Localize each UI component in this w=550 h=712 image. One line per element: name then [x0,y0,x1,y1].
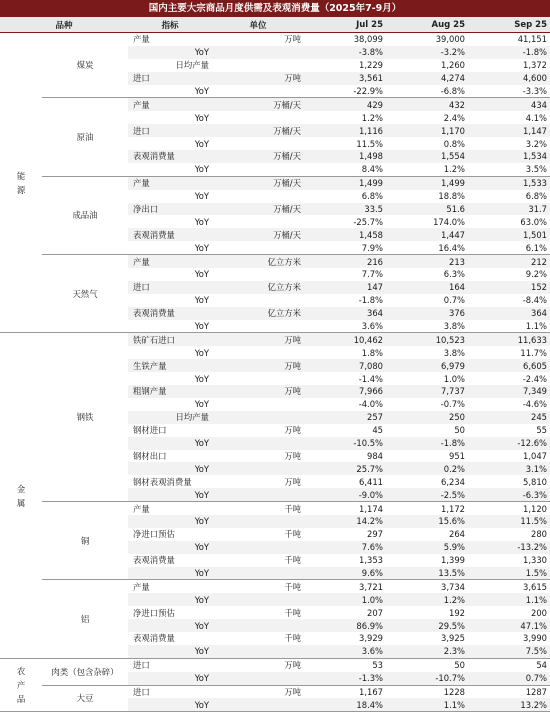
value-cell: 3,929 [359,633,384,644]
indicator-cell: 产量 [128,176,212,189]
indicator-cell: 粗钢产量 [128,385,212,398]
value-cell: 1,047 [523,450,548,461]
value-cell: 3.1% [468,462,550,475]
value-cell: 1.2% [386,593,468,606]
unit-cell [212,488,304,501]
unit-cell: 万吨 [284,425,302,436]
value-cell: -1.8% [468,46,550,59]
value-cell: 6,234 [441,476,466,487]
value-cell: -6.8% [386,85,468,98]
indicator-cell: YoY [128,619,212,632]
value-cell: 11.7% [520,347,548,358]
value-cell: 3.2% [525,138,548,149]
value-cell: 951 [449,450,466,461]
value-cell: 212 [468,255,550,268]
value-cell: 4.1% [525,112,548,123]
value-cell: 13.2% [468,698,550,711]
value-cell: 1.0% [304,593,386,606]
value-cell: 3.8% [386,320,468,333]
value-cell: 147 [304,281,386,294]
value-cell: 216 [304,255,386,268]
value-cell: -4.0% [358,399,384,410]
value-cell: 29.5% [386,619,468,632]
unit-cell: 万桶/天 [212,203,304,216]
value-cell: 7,737 [386,385,468,398]
unit-cell: 千吨 [284,529,302,540]
indicator-cell: 产量 [133,503,150,514]
value-cell: 213 [386,255,468,268]
value-cell: 1.5% [468,567,550,580]
indicator-cell: YoY [128,46,212,59]
unit-cell [212,372,304,385]
value-cell: 6.8% [525,191,548,202]
value-cell: 1,172 [441,503,466,514]
value-cell: 0.7% [443,295,466,306]
unit-cell: 千吨 [284,607,302,618]
value-cell: -2.5% [386,488,468,501]
value-cell: 86.9% [304,619,386,632]
indicator-cell: YoY [128,320,212,333]
value-cell: 3,561 [304,72,386,85]
table-row [0,580,550,593]
value-cell: -12.6% [468,437,550,450]
value-cell: 31.7 [468,203,550,216]
indicator-cell: YoY [128,672,212,685]
value-cell: 1,116 [304,124,386,137]
value-cell: 1,330 [523,555,548,566]
indicator-cell: YoY [128,163,212,176]
unit-cell [212,111,304,124]
indicator-cell: 表观消费量 [128,307,212,320]
value-cell: -1.4% [358,373,384,384]
unit-cell [212,320,304,333]
indicator-cell: 铁矿石进口 [128,333,212,346]
table-title: 国内主要大宗商品月度供需及表观消费量（2025年7-9月） [0,0,550,17]
unit-cell [212,59,304,72]
unit-cell: 万桶/天 [212,150,304,163]
value-cell: 1.1% [386,698,468,711]
value-cell: 1,170 [386,124,468,137]
value-cell: 434 [468,98,550,111]
value-cell: 1,499 [386,176,468,189]
value-cell: 14.2% [304,515,386,528]
indicator-cell: 钢材出口 [133,450,167,461]
value-cell: -3.2% [386,46,468,59]
indicator-cell: 表观消费量 [133,555,175,566]
value-cell: 1,229 [359,60,384,71]
value-cell: 7.5% [468,645,550,658]
value-cell: 1,499 [304,176,386,189]
indicator-cell: 产量 [128,98,212,111]
value-cell: 33.5 [304,203,386,216]
value-cell: 3.8% [443,347,466,358]
header-indicator: 指标 [128,17,212,33]
indicator-cell: 表观消费量 [128,150,212,163]
unit-cell: 万桶/天 [212,124,304,137]
indicator-cell: YoY [194,373,210,384]
unit-cell: 万吨 [284,450,302,461]
value-cell: 15.6% [386,515,468,528]
unit-cell [212,190,304,203]
indicator-cell: YoY [128,437,212,450]
value-cell: 18.8% [438,191,466,202]
value-cell: 6.1% [468,241,550,254]
category-label: 金属 [16,483,26,508]
indicator-cell: YoY [128,698,212,711]
value-cell: 5.9% [386,541,468,554]
indicator-cell: YoY [128,593,212,606]
value-cell: 1,399 [441,555,466,566]
value-cell: 207 [367,607,384,618]
indicator-cell: YoY [128,645,212,658]
value-cell: 11.5% [356,138,384,149]
value-cell: 192 [449,607,466,618]
unit-cell [212,462,304,475]
indicator-cell: YoY [194,399,210,410]
unit-cell: 万桶/天 [212,176,304,189]
unit-cell [212,411,304,424]
value-cell: 16.4% [386,241,468,254]
indicator-cell: YoY [128,462,212,475]
unit-cell: 亿立方米 [212,255,304,268]
value-cell: 245 [468,411,550,424]
value-cell: 1,554 [386,150,468,163]
value-cell: -25.7% [353,216,384,227]
value-cell: 2.4% [443,112,466,123]
value-cell: 53 [372,660,384,671]
indicator-cell: 净进口预估 [133,529,175,540]
value-cell: 4,274 [386,72,468,85]
value-cell: 7,080 [304,359,386,372]
value-cell: 1,147 [468,124,550,137]
header-unit: 单位 [212,17,304,33]
indicator-cell: YoY [128,85,212,98]
unit-cell: 万吨 [284,34,302,45]
value-cell: 1228 [443,686,466,697]
indicator-cell: 产量 [133,581,150,592]
value-cell: 7.6% [304,541,386,554]
indicator-cell: YoY [128,541,212,554]
table-row [0,333,550,346]
value-cell: -0.7% [440,399,466,410]
value-cell: 7.7% [361,269,384,280]
unit-cell [212,268,304,281]
value-cell: 1.2% [361,112,384,123]
value-cell: 1,533 [468,176,550,189]
table-row [0,502,550,515]
indicator-cell: YoY [194,112,210,123]
value-cell: -2.4% [522,373,548,384]
unit-cell: 万吨 [284,686,302,697]
header-aug25: Aug 25 [386,17,468,33]
indicator-cell: 表观消费量 [128,228,212,241]
value-cell: 1,534 [468,150,550,163]
indicator-cell: YoY [128,515,212,528]
value-cell: 3.6% [304,320,386,333]
unit-cell: 万吨 [284,476,302,487]
table-row [0,658,550,671]
value-cell: 364 [304,307,386,320]
category-cell [0,333,42,658]
indicator-cell: 进口 [128,281,212,294]
value-cell: 51.6 [386,203,468,216]
product-name: 铝 [42,580,128,658]
category-label: 农产品 [16,666,26,705]
value-cell: 1.0% [443,373,466,384]
table-row [0,176,550,189]
indicator-cell: 产量 [128,255,212,268]
value-cell: -10.5% [304,437,386,450]
value-cell: -8.4% [522,295,548,306]
value-cell: 1,167 [359,686,384,697]
value-cell: 7,349 [468,385,550,398]
header-jul25: Jul 25 [304,17,386,33]
category-cell [0,658,42,712]
unit-cell: 万吨 [212,72,304,85]
indicator-cell: YoY [194,269,210,280]
product-name: 原油 [42,98,128,176]
table-row [0,255,550,268]
value-cell: 11,633 [468,333,550,346]
value-cell: 9.2% [525,269,548,280]
indicator-cell: YoY [194,347,210,358]
indicator-cell: 净进口预估 [133,607,175,618]
value-cell: 4,600 [468,72,550,85]
value-cell: 1.1% [468,593,550,606]
value-cell: 0.7% [468,672,550,685]
unit-cell [212,241,304,254]
unit-cell: 千吨 [284,555,302,566]
value-cell: 7,966 [304,385,386,398]
value-cell: 174.0% [433,216,466,227]
product-name: 大豆 [42,685,128,712]
value-cell: -13.2% [468,541,550,554]
value-cell: 8.4% [304,163,386,176]
value-cell: -3.8% [304,46,386,59]
header-row [0,17,550,33]
value-cell: 11.5% [468,515,550,528]
indicator-cell: 表观消费量 [133,633,175,644]
value-cell: -1.8% [386,437,468,450]
indicator-cell: YoY [128,241,212,254]
value-cell: 376 [386,307,468,320]
value-cell: 41,151 [517,34,548,45]
indicator-cell: YoY [194,295,210,306]
value-cell: 6.8% [361,191,384,202]
indicator-cell: YoY [128,567,212,580]
value-cell: 1,501 [468,228,550,241]
product-name: 天然气 [42,255,128,333]
indicator-cell: 产量 [133,34,150,45]
value-cell: 3,721 [359,581,384,592]
value-cell: 50 [454,660,466,671]
value-cell: 6,411 [359,476,384,487]
indicator-cell: 进口 [133,686,150,697]
unit-cell [212,137,304,150]
header-category: 品种 [0,17,128,33]
value-cell: -4.6% [522,399,548,410]
indicator-cell: YoY [194,216,210,227]
value-cell: 39,000 [435,34,466,45]
value-cell: 6.3% [443,269,466,280]
value-cell: 5,810 [523,476,548,487]
value-cell: 1287 [525,686,548,697]
unit-cell [212,85,304,98]
value-cell: 63.0% [520,216,548,227]
unit-cell: 千吨 [284,633,302,644]
unit-cell: 亿立方米 [212,281,304,294]
value-cell: 1,447 [386,228,468,241]
unit-cell: 千吨 [284,581,302,592]
value-cell: 9.6% [304,567,386,580]
indicator-cell: 钢材表观消费量 [133,476,192,487]
value-cell: 3,925 [441,633,466,644]
value-cell: 984 [367,450,384,461]
unit-cell: 万吨 [284,660,302,671]
unit-cell [212,698,304,711]
value-cell: 429 [304,98,386,111]
indicator-cell: 进口 [128,72,212,85]
value-cell: 1,458 [304,228,386,241]
unit-cell [212,163,304,176]
unit-cell [212,294,304,307]
category-cell [0,33,42,333]
unit-cell [212,46,304,59]
value-cell: 25.7% [304,462,386,475]
value-cell: 1,372 [523,60,548,71]
value-cell: -22.9% [304,85,386,98]
value-cell: -1.8% [358,295,384,306]
value-cell: 257 [304,411,386,424]
value-cell: 0.8% [443,138,466,149]
value-cell: 6,979 [386,359,468,372]
unit-cell [212,541,304,554]
unit-cell [212,593,304,606]
indicator-cell: 日均产量 [128,411,212,424]
value-cell: 1,353 [359,555,384,566]
value-cell: -9.0% [304,488,386,501]
value-cell: 1,120 [523,503,548,514]
value-cell: 280 [531,529,548,540]
indicator-cell: 日均产量 [175,60,210,71]
category-label: 能源 [16,170,26,195]
unit-cell: 万吨 [212,359,304,372]
value-cell: 200 [531,607,548,618]
unit-cell: 万吨 [212,333,304,346]
value-cell: 364 [468,307,550,320]
unit-cell [212,215,304,228]
indicator-cell: YoY [128,488,212,501]
unit-cell [212,398,304,411]
table-row [0,98,550,111]
unit-cell: 千吨 [284,503,302,514]
value-cell: 297 [367,529,384,540]
value-cell: 0.2% [386,462,468,475]
value-cell: 10,462 [304,333,386,346]
value-cell: 2.3% [386,645,468,658]
unit-cell [212,346,304,359]
indicator-cell: YoY [194,138,210,149]
unit-cell [212,515,304,528]
product-name: 成品油 [42,176,128,254]
value-cell: 250 [386,411,468,424]
indicator-cell: 钢材进口 [133,425,167,436]
value-cell: -3.3% [468,85,550,98]
value-cell: 38,099 [353,34,384,45]
indicator-cell: YoY [194,191,210,202]
value-cell: 1,498 [304,150,386,163]
product-name: 肉类（包含杂碎） [42,658,128,685]
unit-cell [212,672,304,685]
header-sep25: Sep 25 [468,17,550,33]
commodity-table [0,17,550,712]
value-cell: 164 [386,281,468,294]
value-cell: 1,260 [441,60,466,71]
value-cell: 45 [372,425,384,436]
value-cell: 55 [536,425,548,436]
value-cell: -1.3% [304,672,386,685]
value-cell: 3,990 [523,633,548,644]
value-cell: 264 [449,529,466,540]
unit-cell: 万桶/天 [212,98,304,111]
indicator-cell: 进口 [128,124,212,137]
value-cell: 3,615 [523,581,548,592]
value-cell: 50 [454,425,466,436]
value-cell: 3,734 [441,581,466,592]
unit-cell: 亿立方米 [212,307,304,320]
table-row [0,685,550,698]
product-name: 煤炭 [42,33,128,98]
value-cell: 1.1% [468,320,550,333]
unit-cell [212,437,304,450]
value-cell: 7.9% [304,241,386,254]
value-cell: 47.1% [468,619,550,632]
value-cell: 152 [468,281,550,294]
value-cell: 18.4% [304,698,386,711]
table-row [0,33,550,46]
unit-cell [212,645,304,658]
value-cell: 432 [386,98,468,111]
value-cell: 6,605 [468,359,550,372]
value-cell: 3.6% [304,645,386,658]
value-cell: 10,523 [386,333,468,346]
indicator-cell: 进口 [133,660,150,671]
product-name: 钢铁 [42,333,128,502]
unit-cell: 万吨 [212,385,304,398]
indicator-cell: 生铁产量 [128,359,212,372]
value-cell: 13.5% [386,567,468,580]
value-cell: 3.5% [468,163,550,176]
value-cell: 54 [536,660,548,671]
product-name: 铜 [42,502,128,580]
value-cell: 1.2% [386,163,468,176]
unit-cell [212,619,304,632]
unit-cell: 万桶/天 [212,228,304,241]
value-cell: -6.3% [468,488,550,501]
value-cell: 1,174 [359,503,384,514]
value-cell: -10.7% [386,672,468,685]
indicator-cell: 净出口 [128,203,212,216]
unit-cell [212,567,304,580]
value-cell: 1.8% [361,347,384,358]
